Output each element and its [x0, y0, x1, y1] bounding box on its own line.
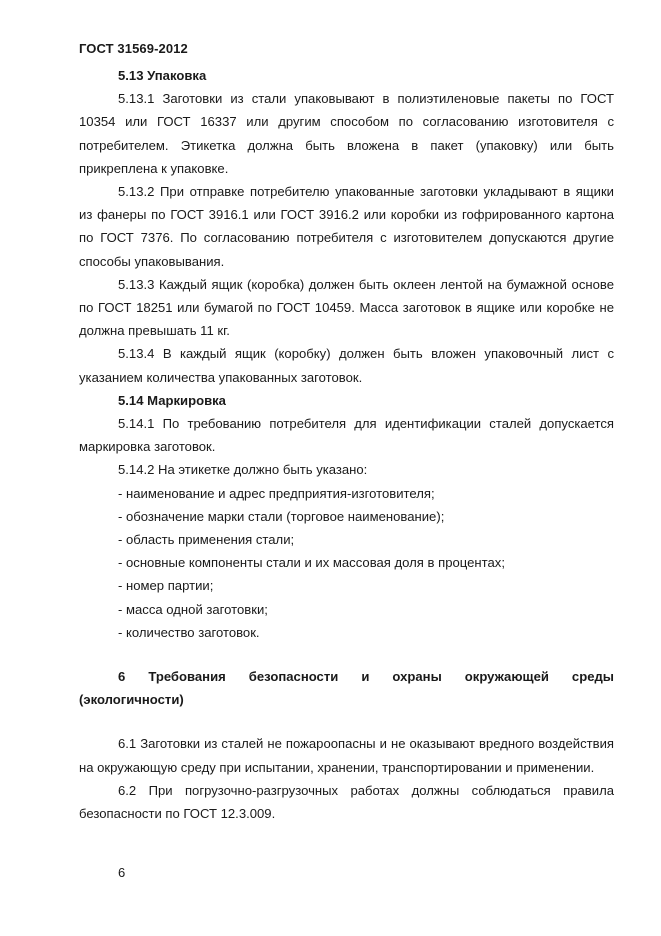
list-item: - номер партии; — [118, 578, 214, 594]
list-item: - масса одной заготовки; — [118, 601, 268, 617]
list-item: - наименование и адрес предприятия-изготовителя; — [118, 485, 435, 501]
list-item: - область применения стали; — [118, 532, 295, 548]
section-heading-5-13: 5.13 Упаковка — [118, 68, 207, 83]
paragraph-5-13-2: 5.13.2 При отправке потребителю упакованные заготовки укладывают в ящики из фанеры по ГОСТ 3916.1 или ГОСТ 3916.2 или коробки из гофрированного картона по ГОСТ 7376. По согласованию потребителя с изготовителем допускаются другие способы упаковывания. — [79, 184, 614, 269]
paragraph-5-13-3: 5.13.3 Каждый ящик (коробка) должен быть оклеен лентой на бумажной основе по ГОСТ 18251 или бумагой по ГОСТ 10459. Масса заготовок в ящике или коробке не должна превышать 11 кг. — [79, 276, 614, 339]
section-heading-6-continuation: (экологичности) — [79, 692, 184, 708]
paragraph-6-1: 6.1 Заготовки из сталей не пожароопасны и не оказывают вредного воздействия на окружающую среду при испытании, хранении, транспортировании и применении. — [79, 736, 614, 775]
paragraph-6-2: 6.2 При погрузочно-разгрузочных работах должны соблюдаться правила безопасности по ГОСТ 12.3.009. — [79, 782, 614, 822]
paragraph-5-14-1: 5.14.1 По требованию потребителя для идентификации сталей допускается маркировка заготовок. — [79, 416, 614, 455]
section-heading-5-14: 5.14 Маркировка — [118, 392, 226, 408]
list-item: - обозначение марки стали (торговое наименование); — [118, 508, 445, 524]
page-number: 6 — [118, 865, 126, 880]
document-code-header: ГОСТ 31569-2012 — [79, 41, 188, 56]
paragraph-5-13-4: 5.13.4 В каждый ящик (коробку) должен быть вложен упаковочный лист с указанием количества упакованных заготовок. — [79, 346, 614, 385]
list-item: - количество заготовок. — [118, 624, 260, 640]
document-body — [79, 64, 614, 825]
paragraph-5-14-2: 5.14.2 На этикетке должно быть указано: — [118, 462, 368, 478]
list-item: - основные компоненты стали и их массовая доля в процентах; — [118, 555, 505, 571]
section-heading-6: 6 Требования безопасности и охраны окружающей среды — [118, 669, 614, 685]
paragraph-5-13-1: 5.13.1 Заготовки из стали упаковывают в полиэтиленовые пакеты по ГОСТ 10354 или ГОСТ 16337 или другим способом по согласованию изготовителя с потребителем. Этикетка должна быть вложена в пакет (упаковку) или быть прикреплена к упаковке. — [79, 91, 614, 176]
